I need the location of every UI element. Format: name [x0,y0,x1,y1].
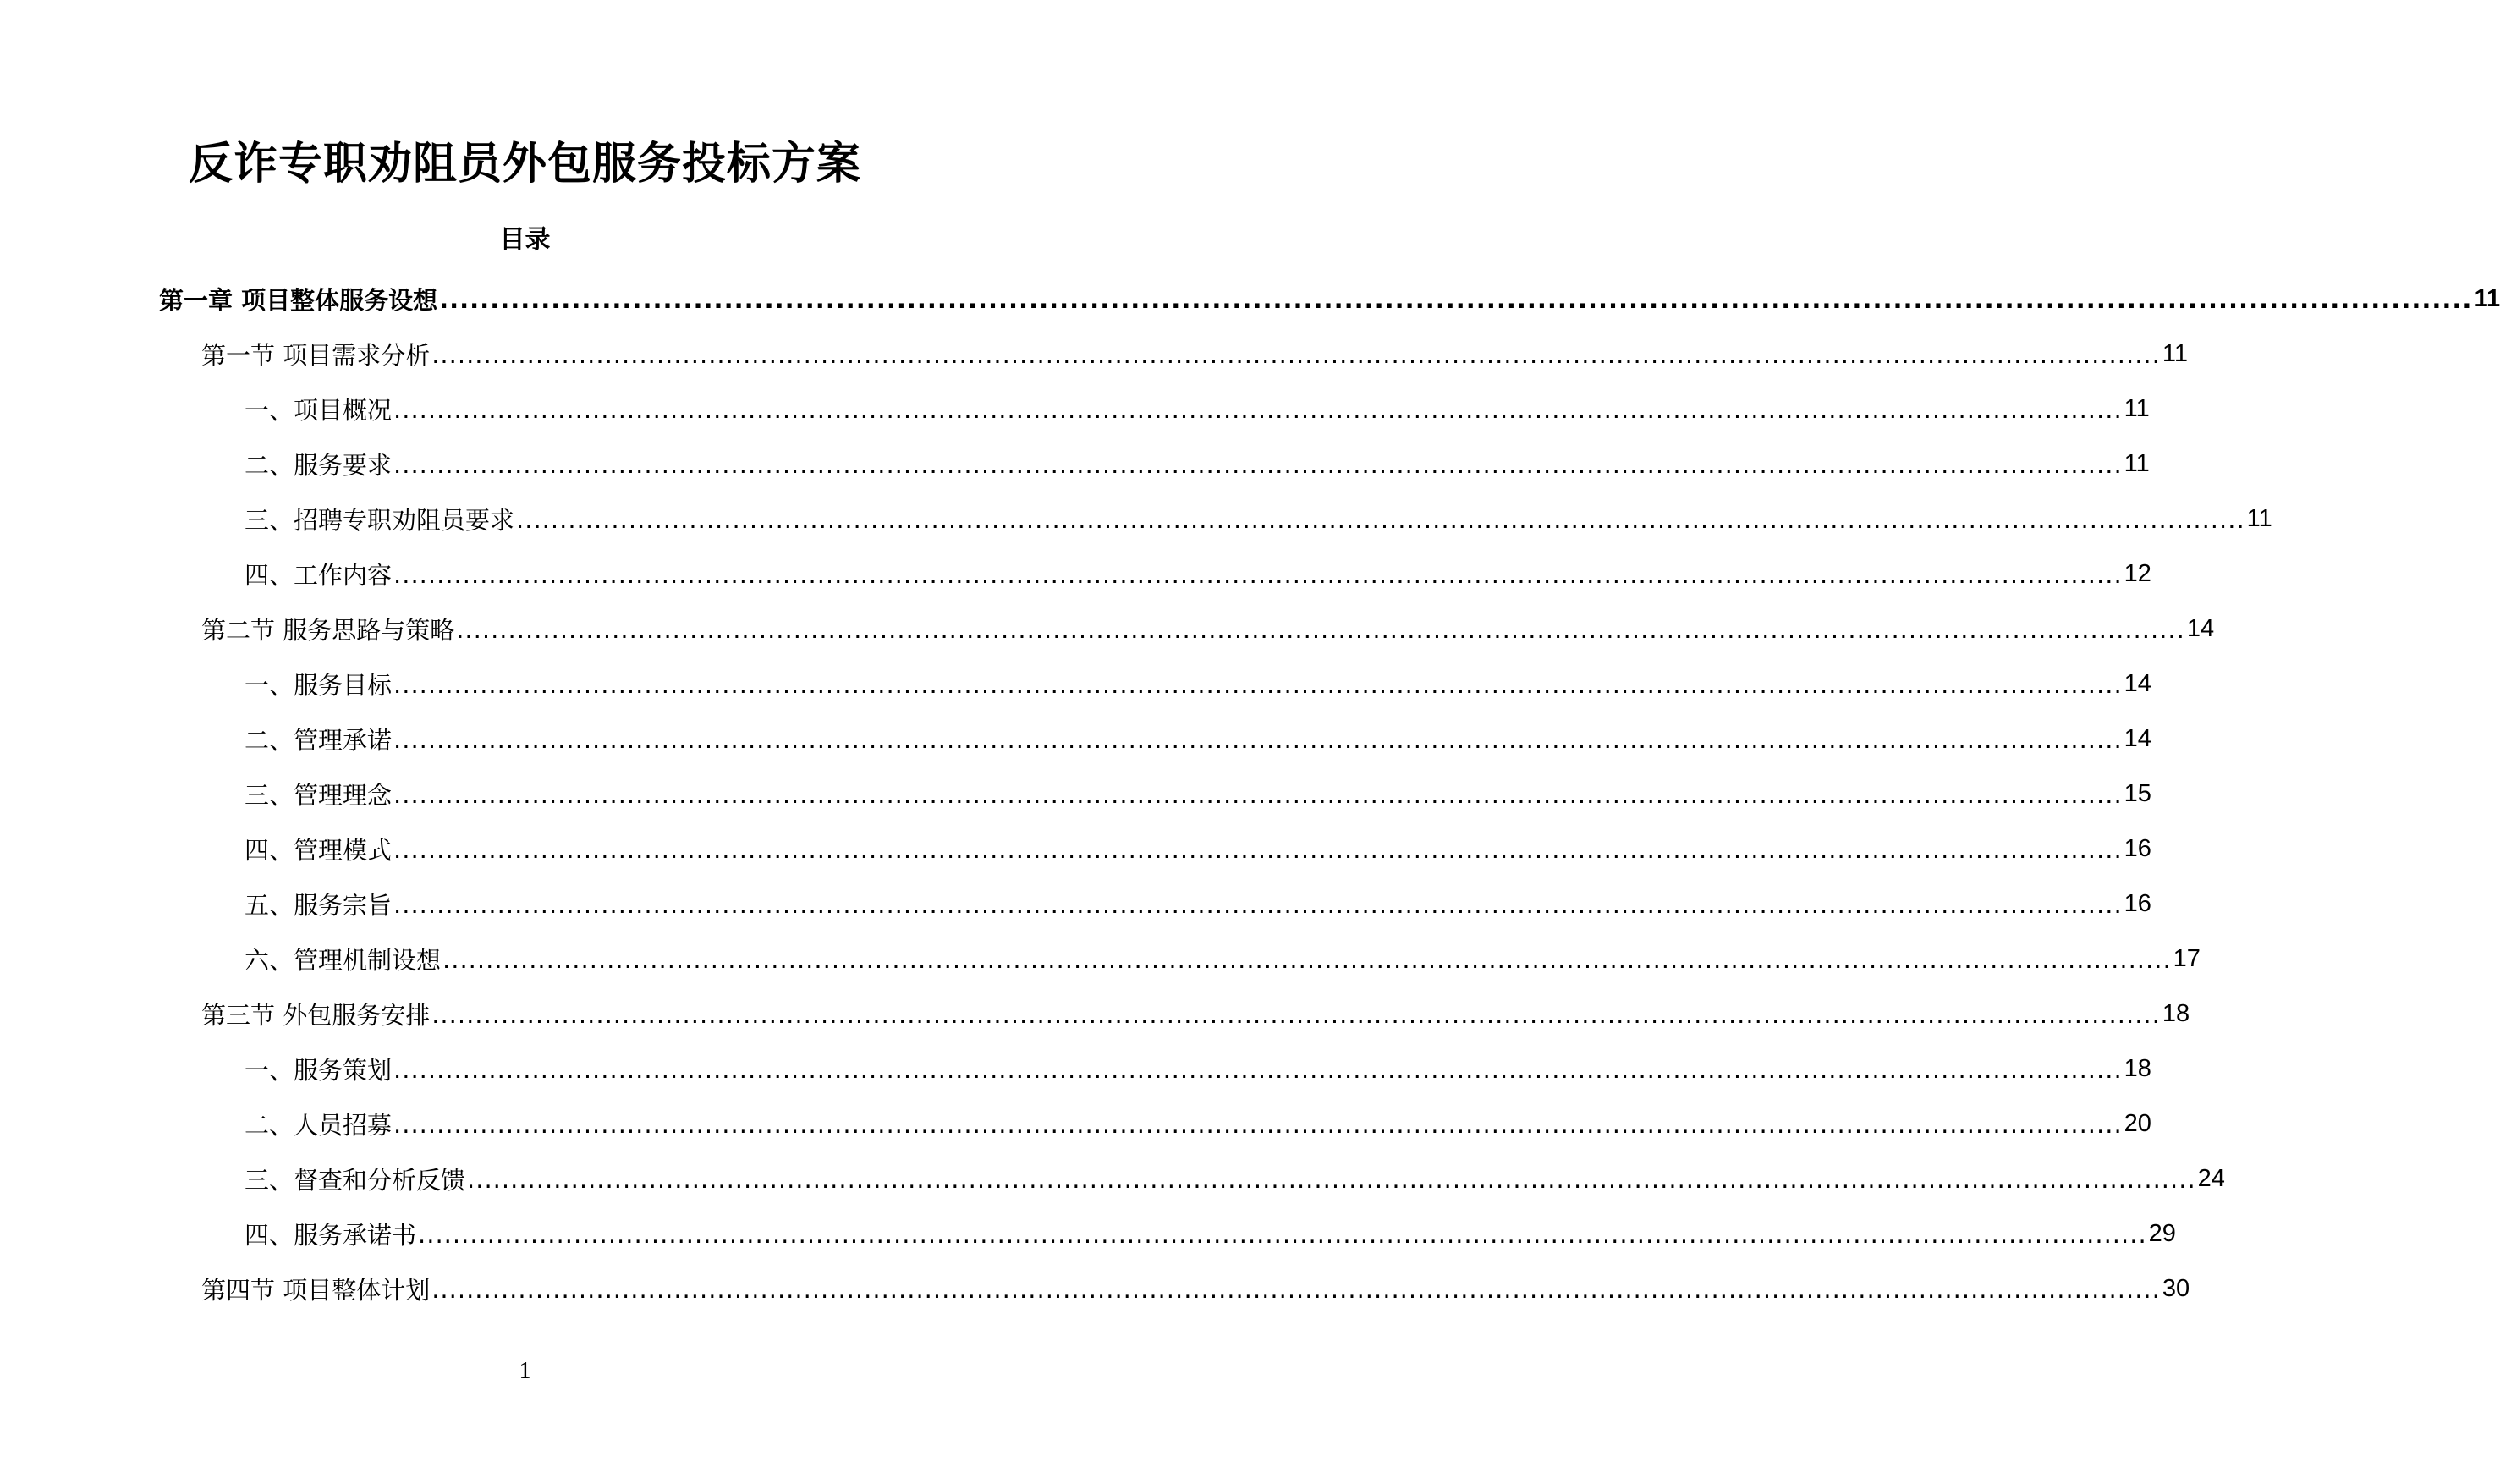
toc-entry-title: 二、管理承诺 [245,726,393,755]
toc-entry-title: 二、人员招募 [245,1111,393,1140]
toc-entry-page: 14 [2124,670,2151,697]
toc-entry[interactable] [0,327,2188,382]
dot-leader: ........................................................................................................................................................................................................ [431,1274,2161,1304]
toc-entry-page: 11 [2124,450,2150,477]
document-title: 反诈专职劝阻员外包服务投标方案 [188,139,861,190]
toc-entry[interactable] [0,1042,2151,1097]
toc-entry[interactable] [0,1151,2225,1206]
toc-entry-title: 五、服务宗旨 [245,891,393,920]
dot-leader: ........................................................................................................................................................................................................ [393,889,2123,919]
dot-leader: ........................................................................................................................................................................................................ [516,504,2245,534]
toc-entry-title: 一、项目概况 [245,396,393,425]
toc-entry[interactable] [0,272,2500,327]
dot-leader: ........................................................................................................................................................................................................ [393,724,2123,754]
page-number: 1 [519,1358,531,1384]
toc-entry[interactable] [0,822,2151,877]
toc-entry-page: 18 [2124,1055,2151,1082]
toc-entry-title: 四、工作内容 [245,561,393,590]
toc-entry[interactable] [0,712,2151,767]
toc-entry-title: 四、管理模式 [245,836,393,865]
toc-entry[interactable] [0,382,2150,437]
toc-entry-page: 11 [2124,395,2150,422]
table-of-contents [0,272,2500,1316]
dot-leader: ........................................................................................................................................................................................................ [393,669,2123,699]
toc-entry-title: 六、管理机制设想 [245,946,442,975]
dot-leader: ........................................................................................................................................................................................................ [431,339,2161,369]
toc-entry-page: 14 [2124,725,2151,752]
toc-entry[interactable] [0,1261,2190,1316]
toc-entry[interactable] [0,657,2151,712]
toc-entry-title: 第三节 外包服务安排 [201,1001,431,1030]
toc-entry-page: 24 [2197,1165,2225,1192]
dot-leader: ........................................................................................................................................................................................................ [467,1164,2196,1194]
dot-leader: ........................................................................................................................................................................................................ [418,1219,2147,1249]
toc-entry[interactable] [0,602,2215,657]
toc-heading: 目录 [499,225,551,255]
toc-entry-page: 29 [2148,1220,2176,1247]
dot-leader: ........................................................................................................................................................................................................ [393,449,2123,479]
toc-entry-page: 30 [2162,1275,2190,1302]
toc-entry[interactable] [0,492,2272,547]
dot-leader: ........................................................................................................................................................................................................ [393,1109,2123,1139]
toc-entry[interactable] [0,767,2151,822]
toc-entry-page: 16 [2124,835,2151,862]
toc-entry-title: 三、招聘专职劝阻员要求 [245,506,515,535]
toc-entry-title: 二、服务要求 [245,451,393,480]
toc-entry-title: 第四节 项目整体计划 [201,1276,431,1305]
toc-entry-page: 12 [2124,560,2151,587]
toc-entry-title: 第一节 项目需求分析 [201,341,431,370]
toc-entry-title: 四、服务承诺书 [245,1221,417,1250]
toc-entry-title: 第一章 项目整体服务设想 [159,286,438,315]
toc-entry-page: 15 [2124,780,2151,807]
dot-leader: ........................................................................................................................................................................................................ [393,779,2123,809]
toc-entry-page: 16 [2124,890,2151,917]
toc-entry-page: 11 [2246,505,2272,532]
dot-leader: ........................................................................................................................................................................................................ [393,834,2123,864]
dot-leader: ........................................................................................................................................................................................................ [431,999,2161,1029]
toc-entry-page: 11 [2474,285,2500,312]
toc-entry-title: 三、管理理念 [245,781,393,810]
toc-entry[interactable] [0,987,2190,1042]
toc-entry-page: 17 [2173,945,2201,972]
toc-entry-page: 18 [2162,1000,2190,1027]
dot-leader: ........................................................................................................................................................................................................ [439,284,2473,314]
toc-entry-title: 第二节 服务思路与策略 [201,616,455,645]
toc-entry-page: 14 [2186,615,2215,642]
toc-entry[interactable] [0,877,2151,932]
dot-leader: ........................................................................................................................................................................................................ [393,394,2123,424]
toc-entry-title: 三、督查和分析反馈 [245,1166,466,1195]
dot-leader: ........................................................................................................................................................................................................ [393,559,2123,589]
toc-entry-page: 11 [2162,340,2188,367]
dot-leader: ........................................................................................................................................................................................................ [442,944,2172,974]
toc-entry[interactable] [0,1206,2176,1261]
toc-entry[interactable] [0,437,2150,492]
toc-entry[interactable] [0,932,2201,987]
toc-entry[interactable] [0,547,2151,602]
dot-leader: ........................................................................................................................................................................................................ [393,1054,2123,1084]
toc-entry-title: 一、服务目标 [245,671,393,700]
toc-entry-page: 20 [2124,1110,2151,1137]
toc-entry-title: 一、服务策划 [245,1056,393,1085]
dot-leader: ........................................................................................................................................................................................................ [456,614,2185,644]
toc-entry[interactable] [0,1097,2151,1151]
